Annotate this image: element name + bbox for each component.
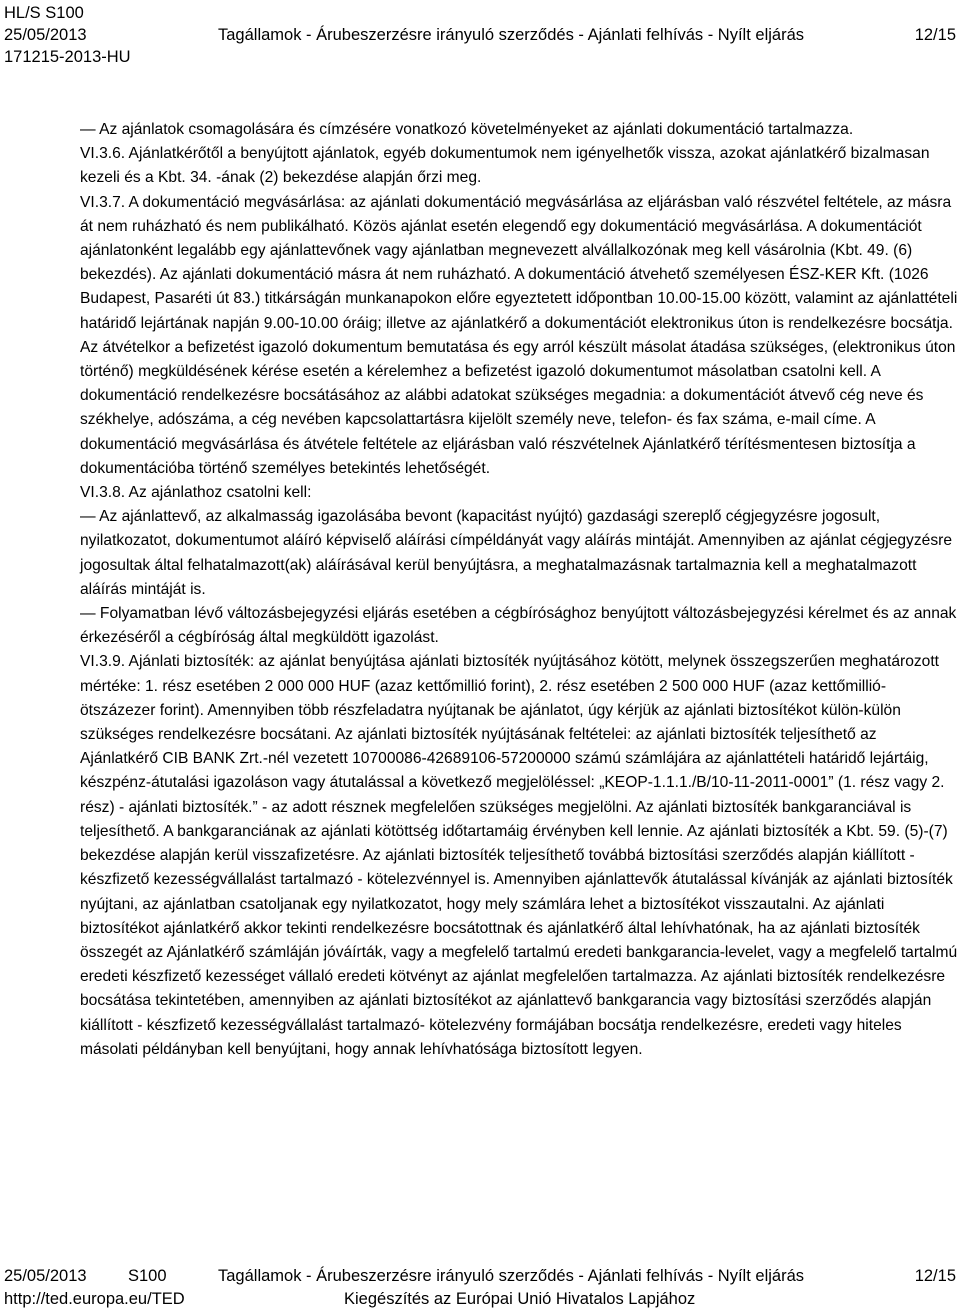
doc-id: HL/S S100 <box>4 4 84 22</box>
page-footer <box>4 1265 956 1311</box>
footer-url[interactable]: http://ted.europa.eu/TED <box>4 1290 185 1308</box>
header-page-number: 12/15 <box>914 26 956 44</box>
paragraph: VI.3.9. Ajánlati biztosíték: az ajánlat benyújtása ajánlati biztosíték nyújtásához kötött, melynek összegszerűen meghatározott mértéke: 1. rész esetében 2 000 000 HUF (azaz kettőmillió forint), 2. rész esetében 2 500 000 HUF (azaz kettőmillió-ötszázezer forint). Amennyiben több részfeladatra nyújtanak be ajánlatot, úgy kérjük az ajánlati biztosítékot külön-külön szükséges rendelkezésre bocsátani. Az ajánlati biztosíték nyújtásának feltételei: az ajánlati biztosíték teljesíthető az Ajánlatkérő CIB BANK Zrt.-nél vezetett 10700086-42689106-57200000 számú számlájára az ajánlattételi határidő lejártáig, készpénz-átutalási igazoláson vagy átutalással a következő megjelöléssel: „KEOP-1.1.1./B/10-11-2011-0001” (1. rész vagy 2. rész) - ajánlati biztosíték.” - az adott résznek megfelelően szükséges megjelölni. Az ajánlati biztosíték bankgaranciával is teljesíthető. A bankgaranciának az ajánlati kötöttség időtartamáig érvényben kell lennie. Az ajánlati biztosíték a Kbt. 59. (5)-(7) bekezdése alapján kerül visszafizetésre. Az ajánlati biztosíték teljesíthető továbbá biztosítási szerződés alapján kiállított - készfizető kezességvállalást tartalmazó - kötelezvénnyel is. Amennyiben ajánlattevők átutalással kívánják az ajánlati biztosíték nyújtani, az ajánlatban csatoljanak egy nyilatkozatot, hogy mely számlára lehet a biztosítékot visszautalni. Az ajánlati biztosítékot ajánlatkérő akkor tekinti rendelkezésre bocsátottnak és ajánlatkérő által lehívhatónak, ha az ajánlati biztosíték összegét az Ajánlatkérő számláján jóváírták, vagy a megfelelő tartalmú eredeti bankgarancia-levelet, vagy a megfelelő tartalmú eredeti készfizető kezességet vállaló eredeti kötvényt az ajánlat megfelelően tartalmazza. Az ajánlati biztosíték rendelkezésre bocsátása tekintetében, amennyiben az ajánlati biztosítékot az ajánlattevő bankgarancia vagy biztosítási szerződés alapján kiállított - készfizető kezességvállalást tartalmazó- kötelezvény formájában bocsátja rendelkezésre, eredeti vagy hiteles másolati példányban kell benyújtani, hogy annak lehívhatósága biztosított legyen. <box>80 653 958 1058</box>
footer-publisher: Kiegészítés az Európai Unió Hivatalos Lapjához <box>344 1290 696 1308</box>
footer-title: Tagállamok - Árubeszerzésre irányuló szerződés - Ajánlati felhívás - Nyílt eljárás <box>218 1267 804 1285</box>
footer-series: S100 <box>128 1267 167 1285</box>
paragraph: — Az ajánlatok csomagolására és címzésére vonatkozó követelményeket az ajánlati dokumentáció tartalmazza. <box>80 121 854 138</box>
header-date: 25/05/2013 <box>4 26 87 44</box>
footer-page-number: 12/15 <box>914 1267 956 1285</box>
paragraph: VI.3.8. Az ajánlathoz csatolni kell: <box>80 484 312 502</box>
paragraph: VI.3.7. A dokumentáció megvásárlása: az ajánlati dokumentáció megvásárlása az eljárásban való részvétel feltétele, az másra át nem ruházható és nem publikálható. Közös ajánlat esetén elegendő egy dokumentáció megvásárlása. A dokumentációt ajánlatonként legalább egy ajánlattevőnek vagy ajánlatban megnevezett alvállalkozónak meg kell vásárolnia (Kbt. 49. (6) bekezdés). Az ajánlati dokumentáció másra át nem ruházható. A dokumentáció átvehető személyesen ÉSZ-KER Kft. (1026 Budapest, Pasaréti út 83.) titkárságán munkanapokon előre egyeztetett időpontban 10.00-15.00 között, valamint az ajánlattételi határidő lejártának napján 9.00-10.00 óráig; illetve az ajánlatkérő a dokumentációt elektronikus úton is rendelkezésre bocsátja. Az átvételkor a befizetést igazoló dokumentum bemutatása és egy arról készült másolat átadása szükséges, (elektronikus úton történő) megküldésének kérése esetén a kérelemhez a befizetést igazoló dokumentumot másolatban csatolni kell. A dokumentáció rendelkezésre bocsátásához az alábbi adatokat szükséges megadnia: a dokumentációt átvevő cég neve és székhelye, adószáma, a cég nevében kapcsolattartásra kijelölt személy neve, telefon- és fax száma, e-mail címe. A dokumentáció megvásárlása és átvétele feltétele az eljárásban való részvételnek Ajánlatkérő térítésmentesen biztosítja a dokumentációba történő személyes betekintés lehetőségét. <box>80 193 958 477</box>
notice-number: 171215-2013-HU <box>4 48 131 66</box>
header-title: Tagállamok - Árubeszerzésre irányuló szerződés - Ajánlati felhívás - Nyílt eljárás <box>218 26 804 44</box>
page-header <box>4 2 956 68</box>
paragraph: — Az ajánlattevő, az alkalmasság igazolásába bevont (kapacitást nyújtó) gazdasági szereplő cégjegyzésre jogosult, nyilatkozatot, dokumentumot aláíró képviselő aláírási címpéldányát vagy aláírás mintáját. Amennyiben az ajánlat cégjegyzésre jogosultak által felhatalmazott(ak) aláírásával kerül benyújtásra, a meghatalmazásnak tartalmaznia kell a meghatalmazott aláírás mintáját is. <box>80 508 952 598</box>
document-body <box>80 118 958 1062</box>
paragraph: VI.3.6. Ajánlatkérőtől a benyújtott ajánlatok, egyéb dokumentumok nem igényelhetők vissza, azokat ajánlatkérő bizalmasan kezeli és a Kbt. 34. -ának (2) bekezdése alapján őrzi meg. <box>80 145 930 187</box>
footer-date: 25/05/2013 <box>4 1267 87 1285</box>
paragraph: — Folyamatban lévő változásbejegyzési eljárás esetében a cégbírósághoz benyújtott változásbejegyzési kérelmet és az annak érkezéséről a cégbíróság által megküldött igazolást. <box>80 605 957 647</box>
